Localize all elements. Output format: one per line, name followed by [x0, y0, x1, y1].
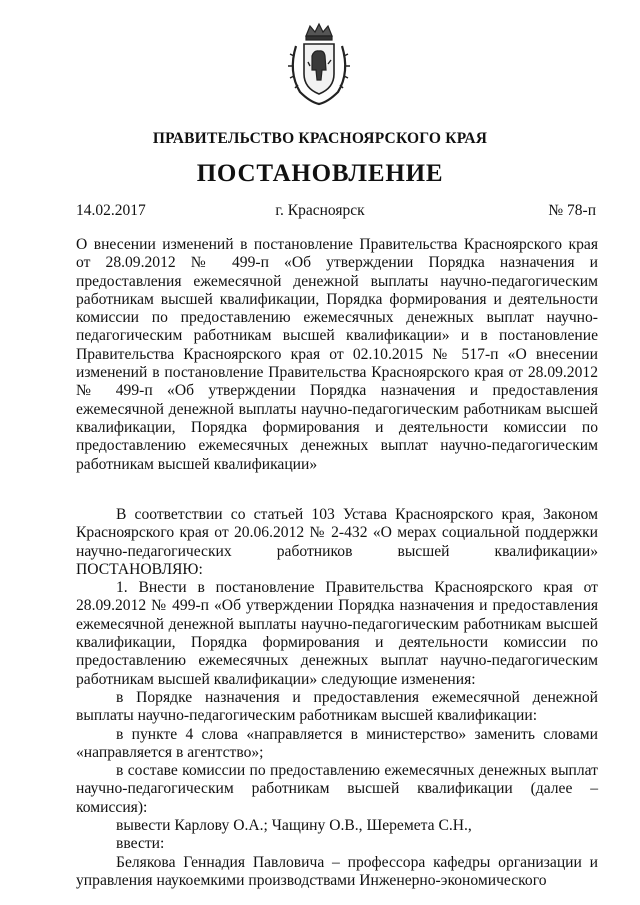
document-body	[76, 506, 598, 890]
body-item-1: 1. Внести в постановление Правительства Красноярского края от 28.09.2012 № 499-п «Об утверждении Порядка назначения и предоставления ежемесячной денежной выплаты научно-педагогическим работникам высшей квалификации, Порядка формирования и деятельности комиссии по предоставлению ежемесячных денежных выплат научно-педагогическим работникам высшей квалификации» следующие изменения:	[76, 579, 598, 688]
body-intro: В соответствии со статьей 103 Устава Красноярского края, Законом Красноярского края от 20.06.2012 № 2-432 «О мерах социальной поддержки научно-педагогических работников высшей квалификации» ПОСТАНОВЛЯЮ:	[76, 506, 598, 578]
krasnoyarsk-coat-of-arms-icon	[286, 22, 352, 106]
body-sub-b: в составе комиссии по предоставлению ежемесячных денежных выплат научно-педагогическим работникам высшей квалификации (далее – комиссия):	[76, 762, 598, 816]
organization-title: ПРАВИТЕЛЬСТВО КРАСНОЯРСКОГО КРАЯ	[152, 130, 488, 147]
document-number: № 78-п	[548, 202, 596, 219]
document-city: г. Красноярск	[275, 202, 365, 219]
body-sub-b-3: Белякова Геннадия Павловича – профессора кафедры организации и управления наукоемкими производствами Инженерно-экономического	[76, 853, 598, 889]
document-type-title: ПОСТАНОВЛЕНИЕ	[196, 160, 444, 187]
body-sub-b-1: вывести Карлову О.А.; Чащину О.В., Шеремета С.Н.,	[116, 817, 472, 835]
body-sub-a-1: в пункте 4 слова «направляется в министерство» заменить словами «направляется в агентство»;	[76, 725, 598, 761]
document-subject: О внесении изменений в постановление Правительства Красноярского края от 28.09.2012 № 499-п «Об утверждении Порядка назначения и предоставления ежемесячной денежной выплаты научно-педагогическим работникам высшей квалификации, Порядка формирования и деятельности комиссии по предоставлению ежемесячных денежных выплат научно-педагогическим работникам высшей квалификации» и в постановление Правительства Красноярского края от 02.10.2015 № 517-п «О внесении изменений в постановление Правительства Красноярского края от 28.09.2012 № 499-п «Об утверждении Порядка назначения и предоставления ежемесячной денежной выплаты научно-педагогическим работникам высшей квалификации, Порядка формирования и деятельности комиссии по предоставлению ежемесячных денежных выплат научно-педагогическим работникам высшей квалификации»	[76, 236, 598, 473]
document-date: 14.02.2017	[76, 202, 146, 219]
body-sub-b-2: ввести:	[116, 835, 165, 853]
body-sub-a: в Порядке назначения и предоставления ежемесячной денежной выплаты научно-педагогическим работникам высшей квалификации:	[76, 688, 598, 725]
